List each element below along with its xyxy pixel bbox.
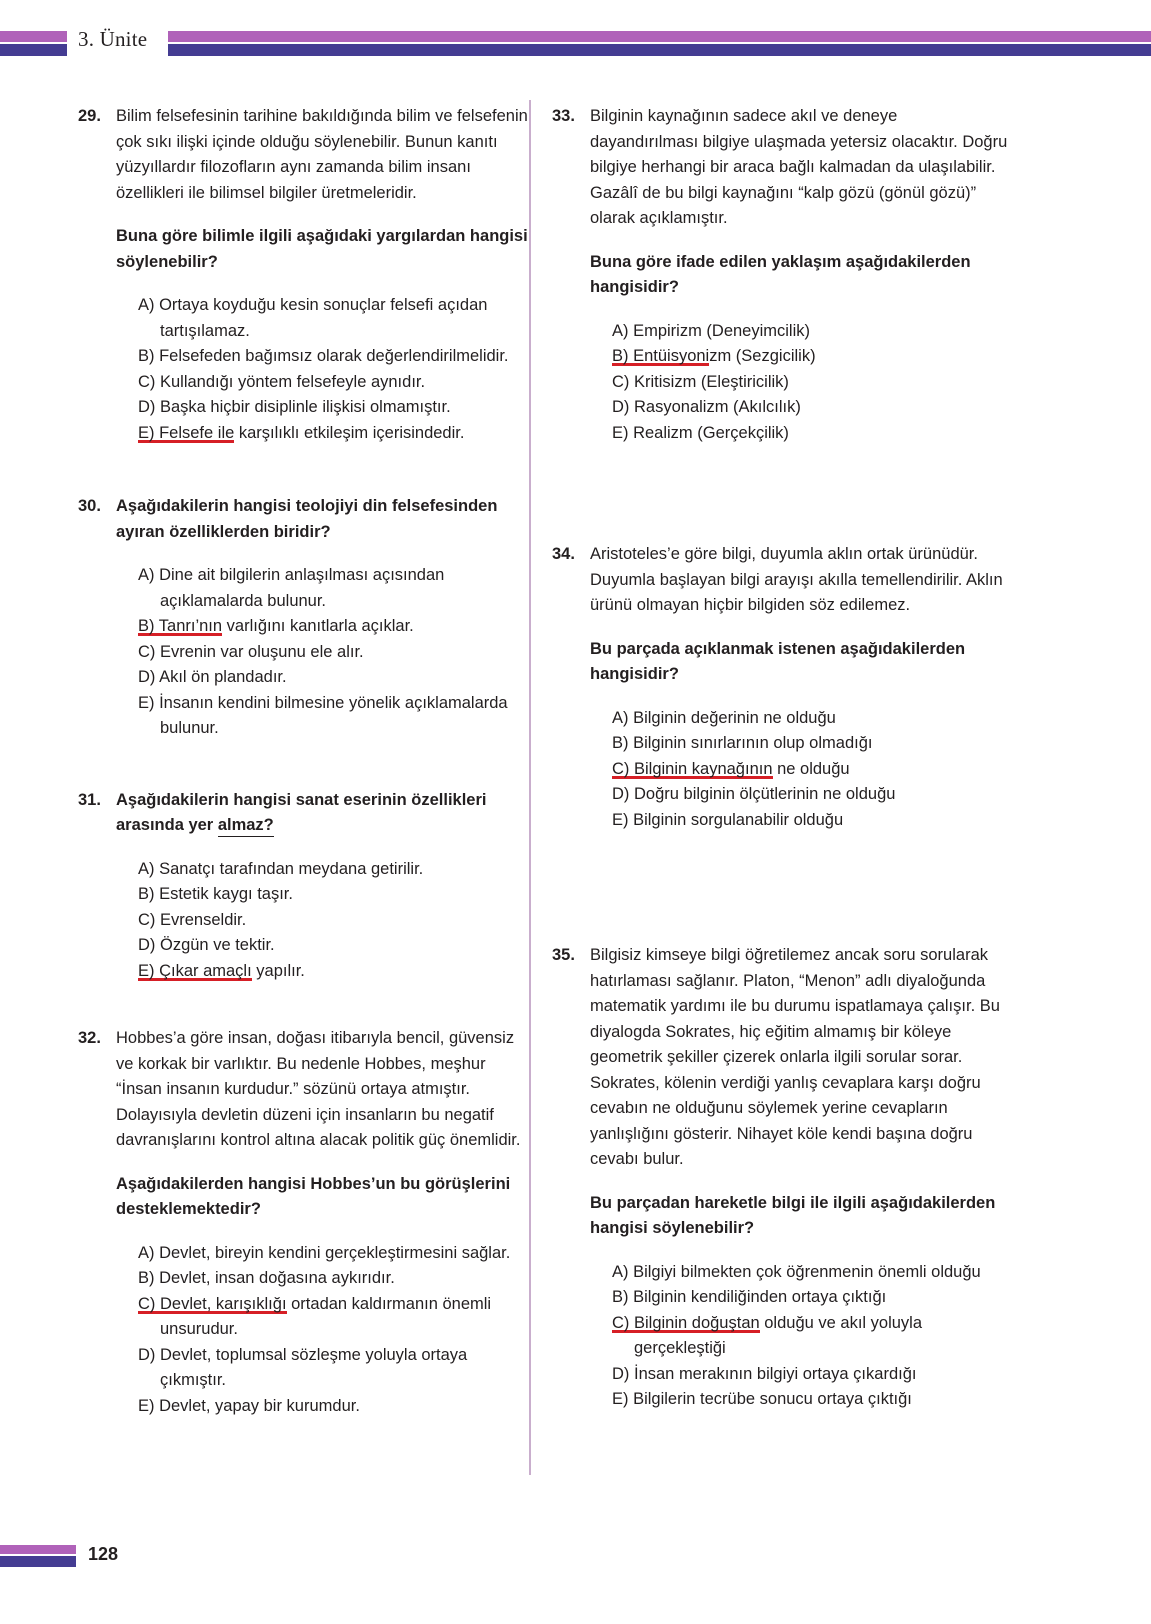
question-block <box>552 104 1010 446</box>
left-question-column <box>78 104 536 1419</box>
answer-option-text: B) Bilginin sınırlarının olup olmadığı <box>612 734 873 752</box>
answer-option-text: B) Felsefeden bağımsız olarak değerlendirilmelidir. <box>138 347 509 365</box>
answer-option[interactable] <box>138 882 536 908</box>
question-block <box>78 494 536 742</box>
answer-option-text: A) Ortaya koyduğu kesin sonuçlar felsefi açıdan tartışılamaz. <box>138 296 488 340</box>
answer-option[interactable] <box>612 808 1010 834</box>
question-row <box>78 494 536 742</box>
answer-option-text: yapılır. <box>251 961 305 980</box>
question-prompt: Aşağıdakilerin hangisi teolojiyi din felsefesinden ayıran özelliklerden biridir? <box>116 497 498 541</box>
page-number: 128 <box>88 1544 119 1564</box>
answer-option-list <box>590 319 1010 447</box>
answer-option[interactable] <box>138 421 536 447</box>
question-prompt: Bu parçada açıklanmak istenen aşağıdakilerden hangisidir? <box>590 639 966 683</box>
header-bar-left-indigo <box>0 44 67 56</box>
answer-option[interactable] <box>138 1241 536 1267</box>
answer-option-text: E) Realizm (Gerçekçilik) <box>612 423 789 442</box>
answer-option[interactable] <box>612 1260 1010 1286</box>
question-row <box>552 104 1010 446</box>
answer-option-text: ortadan kaldırmanın önemli unsurudur. <box>160 1294 492 1338</box>
answer-option-text: A) Devlet, bireyin kendini gerçekleştirmesini sağlar. <box>138 1243 511 1262</box>
question-row <box>552 542 1010 833</box>
answer-option[interactable] <box>612 1362 1010 1388</box>
answer-option-text: D) Akıl ön plandadır. <box>138 668 287 686</box>
question-body <box>590 542 1010 833</box>
answer-option-text: olduğu ve akıl yoluyla gerçekleştiği <box>634 1313 923 1357</box>
answer-option-text: varlığını kanıtlarla açıklar. <box>222 617 414 635</box>
question-body <box>116 1026 536 1419</box>
answer-option-text: E) Bilgilerin tecrübe sonucu ortaya çıktığı <box>612 1390 912 1408</box>
answer-option[interactable] <box>138 1266 536 1292</box>
question-number: 35. <box>552 946 575 964</box>
question-prompt: Buna göre ifade edilen yaklaşım aşağıdakilerden hangisidir? <box>590 252 971 296</box>
header-bar-right-indigo <box>168 44 1151 56</box>
question-body <box>590 104 1010 446</box>
answer-option[interactable] <box>612 757 1010 783</box>
answer-option-text: C) Evrenin var oluşunu ele alır. <box>138 642 364 661</box>
answer-option-text: A) Bilginin değerinin ne olduğu <box>612 708 836 727</box>
answer-option[interactable] <box>138 857 536 883</box>
question-prompt: Bu parçadan hareketle bilgi ile ilgili aşağıdakilerden hangisi söylenebilir? <box>590 1193 996 1237</box>
question-number: 32. <box>78 1029 101 1047</box>
answer-option-text: B) Devlet, insan doğasına aykırıdır. <box>138 1269 395 1287</box>
question-block <box>552 542 1010 833</box>
page-header <box>0 0 1151 70</box>
question-body <box>116 494 536 742</box>
answer-option[interactable] <box>612 395 1010 421</box>
answer-option[interactable] <box>612 421 1010 447</box>
question-body <box>590 943 1010 1413</box>
answer-option[interactable] <box>612 1311 1010 1362</box>
answer-option-text: D) İnsan merakının bilgiyi ortaya çıkardığı <box>612 1364 917 1383</box>
answer-option-text: A) Bilgiyi bilmekten çok öğrenmenin önemli olduğu <box>612 1262 981 1281</box>
answer-option[interactable] <box>612 1387 1010 1413</box>
answer-option[interactable] <box>612 1285 1010 1311</box>
answer-option[interactable] <box>612 782 1010 808</box>
answer-option-text: A) Dine ait bilgilerin anlaşılması açısından açıklamalarda bulunur. <box>138 566 445 610</box>
answer-option[interactable] <box>138 691 536 742</box>
question-row <box>78 1026 536 1419</box>
answer-option-text: C) Kullandığı yöntem felsefeyle aynıdır. <box>138 372 426 391</box>
answer-option[interactable] <box>138 1394 536 1420</box>
question-stem: Bilgisiz kimseye bilgi öğretilemez ancak soru sorularak hatırlaması sağlanır. Platon, “Menon” adlı diyaloğunda matematik yardımı ile bu durumu ispatlamaya çalışır. Bu diyalogda Sokrates, hiç eğitim almamış bir köleye geometrik şekiller çizerek onlarla ilgili sorular sorar. Sokrates, kölenin verdiği yanlış cevaplara karşı doğru cevabın ne olduğunu söylemek yerine cevapların yanlışlığını gösterir. Nihayet köle kendi başına doğru cevabı bulur. <box>590 946 1000 1168</box>
answer-option-text: E) İnsanın kendini bilmesine yönelik açıklamalarda bulunur. <box>138 693 508 737</box>
answer-option-text: D) Rasyonalizm (Akılcılık) <box>612 398 801 416</box>
answer-option[interactable] <box>612 370 1010 396</box>
answer-option-text: C) Evrenseldir. <box>138 910 247 929</box>
question-prompt-text: Aşağıdakilerin hangisi sanat eserinin özellikleri arasında yer <box>116 790 487 834</box>
answer-option[interactable] <box>138 908 536 934</box>
answer-option[interactable] <box>138 344 536 370</box>
answer-option-text: B) Estetik kaygı taşır. <box>138 885 293 903</box>
footer-bar-magenta <box>0 1545 76 1554</box>
answer-option-text: karşılıklı etkileşim içerisindedir. <box>234 423 465 442</box>
answer-option-list <box>590 706 1010 834</box>
question-number: 30. <box>78 497 101 515</box>
question-prompt <box>116 788 536 839</box>
question-number: 31. <box>78 790 101 809</box>
question-row <box>552 943 1010 1413</box>
answer-underline-marked-text: B) Entüisyoni <box>612 347 710 365</box>
answer-option[interactable] <box>138 614 536 640</box>
question-block <box>78 104 536 446</box>
answer-option-text: A) Sanatçı tarafından meydana getirilir. <box>138 859 424 878</box>
answer-option[interactable] <box>138 563 536 614</box>
answer-option-text: A) Empirizm (Deneyimcilik) <box>612 321 811 340</box>
answer-option-list <box>116 1241 536 1420</box>
question-block <box>78 1026 536 1419</box>
question-stem: Aristoteles’e göre bilgi, duyumla aklın ortak ürünüdür. Duyumla başlayan bilgi arayışı akılla temellendirilir. Aklın ürünü olmayan hiçbir bilgiden söz edilemez. <box>590 545 1003 614</box>
answer-option[interactable] <box>138 640 536 666</box>
answer-underline-marked-text: C) Devlet, karışıklığı <box>138 1294 287 1313</box>
answer-option[interactable] <box>612 731 1010 757</box>
answer-underline-marked-text: E) Felsefe ile <box>138 423 235 442</box>
answer-option[interactable] <box>138 933 536 959</box>
answer-option-list <box>116 293 536 446</box>
question-prompt: Aşağıdakilerden hangisi Hobbes’un bu görüşlerini desteklemektedir? <box>116 1174 511 1218</box>
page-footer <box>0 1538 1151 1588</box>
question-number: 34. <box>552 545 575 563</box>
answer-option[interactable] <box>138 665 536 691</box>
answer-option[interactable] <box>138 370 536 396</box>
right-question-column <box>552 104 1010 1413</box>
answer-underline-marked-text: B) Tanrı’nın <box>138 617 223 635</box>
answer-option-text: E) Bilginin sorgulanabilir olduğu <box>612 810 844 829</box>
question-stem: Bilginin kaynağının sadece akıl ve deneye dayandırılması bilgiye ulaşmada yetersiz olacaktır. Doğru bilgiye herhangi bir araca bağlı kalmadan da ulaşılabilir. Gazâlî de bu bilgi kaynağını “kalp gözü (gönül gözü)” olarak açıklamıştır. <box>590 107 1008 227</box>
question-number: 33. <box>552 107 575 125</box>
question-stem: Bilim felsefesinin tarihine bakıldığında bilim ve felsefenin çok sıkı ilişki içinde olduğu söylenebilir. Bunun kanıtı yüzyıllardır filozofların aynı zamanda bilim insanı özellikleri ile bilimsel bilgiler üretmeleridir. <box>116 107 528 202</box>
answer-option-text: zm (Sezgicilik) <box>709 347 816 365</box>
question-stem: Hobbes’a göre insan, doğası itibarıyla bencil, güvensiz ve korkak bir varlıktır. Bu nedenle Hobbes, meşhur “İnsan insanın kurdudur.” sözünü ortaya atmıştır. Dolayısıyla devletin düzeni için insanların bu negatif davranışlarını kontrol altına alacak politik güç önemlidir. <box>116 1029 521 1149</box>
question-body <box>116 788 536 985</box>
question-row <box>78 104 536 446</box>
answer-option-list <box>590 1260 1010 1413</box>
answer-option[interactable] <box>138 395 536 421</box>
answer-option-text: D) Doğru bilginin ölçütlerinin ne olduğu <box>612 785 896 803</box>
answer-option[interactable] <box>612 706 1010 732</box>
answer-option-text: B) Bilginin kendiliğinden ortaya çıktığı <box>612 1288 887 1306</box>
answer-option-text: E) Devlet, yapay bir kurumdur. <box>138 1396 360 1415</box>
answer-option[interactable] <box>612 344 1010 370</box>
unit-label: 3. Ünite <box>78 27 148 51</box>
answer-underline-marked-text: C) Bilginin kaynağının <box>612 759 773 778</box>
answer-underline-marked-text: C) Bilginin doğuştan <box>612 1313 760 1332</box>
answer-option[interactable] <box>138 1343 536 1394</box>
answer-option[interactable] <box>138 959 536 985</box>
answer-option-text: C) Kritisizm (Eleştiricilik) <box>612 372 789 391</box>
answer-underline-marked-text: E) Çıkar amaçlı <box>138 961 252 980</box>
question-prompt-emphasis: almaz? <box>218 816 274 837</box>
answer-option[interactable] <box>138 293 536 344</box>
answer-option-text: ne olduğu <box>772 759 850 778</box>
answer-option[interactable] <box>612 319 1010 345</box>
question-row <box>78 788 536 985</box>
question-block <box>552 943 1010 1413</box>
question-number: 29. <box>78 107 101 125</box>
answer-option-list <box>116 563 536 742</box>
footer-bar-indigo <box>0 1556 76 1567</box>
question-body <box>116 104 536 446</box>
header-bar-left-magenta <box>0 31 67 42</box>
answer-option-text: D) Başka hiçbir disiplinle ilişkisi olmamıştır. <box>138 398 451 416</box>
question-prompt: Buna göre bilimle ilgili aşağıdaki yargılardan hangisi söylenebilir? <box>116 227 528 271</box>
question-block <box>78 788 536 985</box>
answer-option-list <box>116 857 536 985</box>
answer-option-text: D) Devlet, toplumsal sözleşme yoluyla ortaya çıkmıştır. <box>138 1345 468 1389</box>
answer-option[interactable] <box>138 1292 536 1343</box>
header-bar-right-magenta <box>168 31 1151 42</box>
answer-option-text: D) Özgün ve tektir. <box>138 936 275 954</box>
